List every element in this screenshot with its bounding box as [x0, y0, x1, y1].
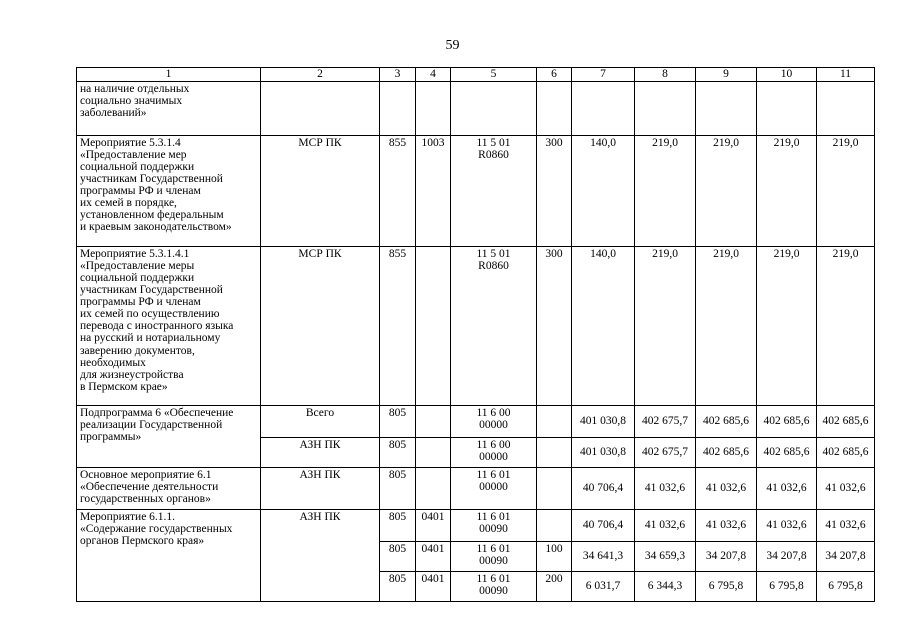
grbs-code-cell: 855: [380, 136, 416, 247]
amount-cell: 34 641,3: [572, 542, 635, 572]
target-article-cell: 11 5 01 R0860: [451, 247, 537, 406]
column-header: 1: [77, 68, 261, 82]
amount-cell: 219,0: [757, 136, 817, 247]
administrator-cell: [261, 82, 380, 136]
amount-cell: 219,0: [696, 247, 757, 406]
amount-cell: 41 032,6: [817, 468, 875, 510]
column-header: 5: [451, 68, 537, 82]
amount-cell: [696, 82, 757, 136]
table-row: [77, 247, 875, 406]
target-article-cell: 11 6 01 00090: [451, 510, 537, 542]
amount-cell: 219,0: [757, 247, 817, 406]
table-row: [77, 406, 875, 438]
amount-cell: 40 706,4: [572, 510, 635, 542]
grbs-code-cell: 805: [380, 438, 416, 468]
amount-cell: [635, 82, 696, 136]
table-row: [77, 136, 875, 247]
amount-cell: 402 675,7: [635, 438, 696, 468]
amount-cell: 41 032,6: [817, 510, 875, 542]
amount-cell: 34 207,8: [817, 542, 875, 572]
expense-type-cell: [537, 438, 572, 468]
amount-cell: 41 032,6: [635, 510, 696, 542]
amount-cell: 219,0: [635, 247, 696, 406]
section-code-cell: 0401: [416, 510, 451, 542]
amount-cell: 402 685,6: [696, 406, 757, 438]
amount-cell: 219,0: [696, 136, 757, 247]
administrator-cell: АЗН ПК: [261, 510, 380, 602]
amount-cell: 6 031,7: [572, 572, 635, 602]
table-header-row: [77, 68, 875, 82]
table-row: [77, 468, 875, 510]
target-article-cell: 11 6 01 00000: [451, 468, 537, 510]
amount-cell: 6 795,8: [696, 572, 757, 602]
column-header: 8: [635, 68, 696, 82]
section-code-cell: [416, 468, 451, 510]
budget-table: [76, 67, 875, 602]
amount-cell: 140,0: [572, 247, 635, 406]
table-row: [77, 82, 875, 136]
target-article-cell: 11 5 01 R0860: [451, 136, 537, 247]
amount-cell: 402 685,6: [817, 406, 875, 438]
subprogram-name: Подпрограмма 6 «Обеспечение реализации Государственной программы»: [77, 406, 261, 468]
grbs-code-cell: [380, 82, 416, 136]
amount-cell: [757, 82, 817, 136]
amount-cell: 401 030,8: [572, 438, 635, 468]
amount-cell: 6 795,8: [757, 572, 817, 602]
section-code-cell: 0401: [416, 572, 451, 602]
column-header: 2: [261, 68, 380, 82]
amount-cell: 219,0: [635, 136, 696, 247]
section-code-cell: [416, 82, 451, 136]
expense-type-cell: [537, 406, 572, 438]
amount-cell: 402 685,6: [757, 438, 817, 468]
administrator-cell: МСР ПК: [261, 247, 380, 406]
amount-cell: 219,0: [817, 247, 875, 406]
amount-cell: 40 706,4: [572, 468, 635, 510]
amount-cell: 140,0: [572, 136, 635, 247]
column-header: 9: [696, 68, 757, 82]
target-article-cell: 11 6 00 00000: [451, 406, 537, 438]
main-event-name: Основное мероприятие 6.1 «Обеспечение деятельности государственных органов»: [77, 468, 261, 510]
amount-cell: 34 207,8: [696, 542, 757, 572]
amount-cell: 41 032,6: [696, 468, 757, 510]
target-article-cell: 11 6 01 00090: [451, 542, 537, 572]
column-header: 4: [416, 68, 451, 82]
amount-cell: 34 207,8: [757, 542, 817, 572]
grbs-code-cell: 805: [380, 406, 416, 438]
target-article-cell: 11 6 00 00000: [451, 438, 537, 468]
program-item-name: Мероприятие 5.3.1.4.1 «Предоставление меры социальной поддержки участникам Государственной программы РФ и членам их семей по осуществлению перевода с иностранного языка на русский и нотариальному заверению документов, необходимых для жизнеустройства в Пермском крае»: [77, 247, 261, 406]
expense-type-cell: 100: [537, 542, 572, 572]
administrator-cell: Всего: [261, 406, 380, 438]
column-header: 6: [537, 68, 572, 82]
administrator-cell: АЗН ПК: [261, 468, 380, 510]
administrator-cell: МСР ПК: [261, 136, 380, 247]
amount-cell: 402 675,7: [635, 406, 696, 438]
amount-cell: 401 030,8: [572, 406, 635, 438]
section-code-cell: 0401: [416, 542, 451, 572]
amount-cell: 6 344,3: [635, 572, 696, 602]
expense-type-cell: [537, 468, 572, 510]
amount-cell: [572, 82, 635, 136]
amount-cell: 41 032,6: [696, 510, 757, 542]
amount-cell: 219,0: [817, 136, 875, 247]
grbs-code-cell: 805: [380, 510, 416, 542]
section-code-cell: [416, 438, 451, 468]
expense-type-cell: [537, 82, 572, 136]
amount-cell: 6 795,8: [817, 572, 875, 602]
section-code-cell: [416, 406, 451, 438]
amount-cell: 402 685,6: [757, 406, 817, 438]
amount-cell: [817, 82, 875, 136]
page-number: 59: [445, 38, 460, 53]
event-name: Мероприятие 6.1.1. «Содержание государственных органов Пермского края»: [77, 510, 261, 602]
section-code-cell: 1003: [416, 136, 451, 247]
expense-type-cell: [537, 510, 572, 542]
target-article-cell: [451, 82, 537, 136]
grbs-code-cell: 855: [380, 247, 416, 406]
column-header: 10: [757, 68, 817, 82]
grbs-code-cell: 805: [380, 468, 416, 510]
grbs-code-cell: 805: [380, 542, 416, 572]
expense-type-cell: 300: [537, 247, 572, 406]
program-item-name: Мероприятие 5.3.1.4 «Предоставление мер социальной поддержки участникам Государственной программы РФ и членам их семей в порядке, установленном федеральным и краевым законодательством»: [77, 136, 261, 247]
column-header: 7: [572, 68, 635, 82]
section-code-cell: [416, 247, 451, 406]
amount-cell: 41 032,6: [757, 468, 817, 510]
amount-cell: 34 659,3: [635, 542, 696, 572]
administrator-cell: АЗН ПК: [261, 438, 380, 468]
amount-cell: 41 032,6: [757, 510, 817, 542]
expense-type-cell: 300: [537, 136, 572, 247]
column-header: 11: [817, 68, 875, 82]
expense-type-cell: 200: [537, 572, 572, 602]
program-item-name: на наличие отдельных социально значимых заболеваний»: [77, 82, 261, 136]
grbs-code-cell: 805: [380, 572, 416, 602]
column-header: 3: [380, 68, 416, 82]
amount-cell: 402 685,6: [696, 438, 757, 468]
table-row: [77, 510, 875, 542]
target-article-cell: 11 6 01 00090: [451, 572, 537, 602]
amount-cell: 402 685,6: [817, 438, 875, 468]
amount-cell: 41 032,6: [635, 468, 696, 510]
